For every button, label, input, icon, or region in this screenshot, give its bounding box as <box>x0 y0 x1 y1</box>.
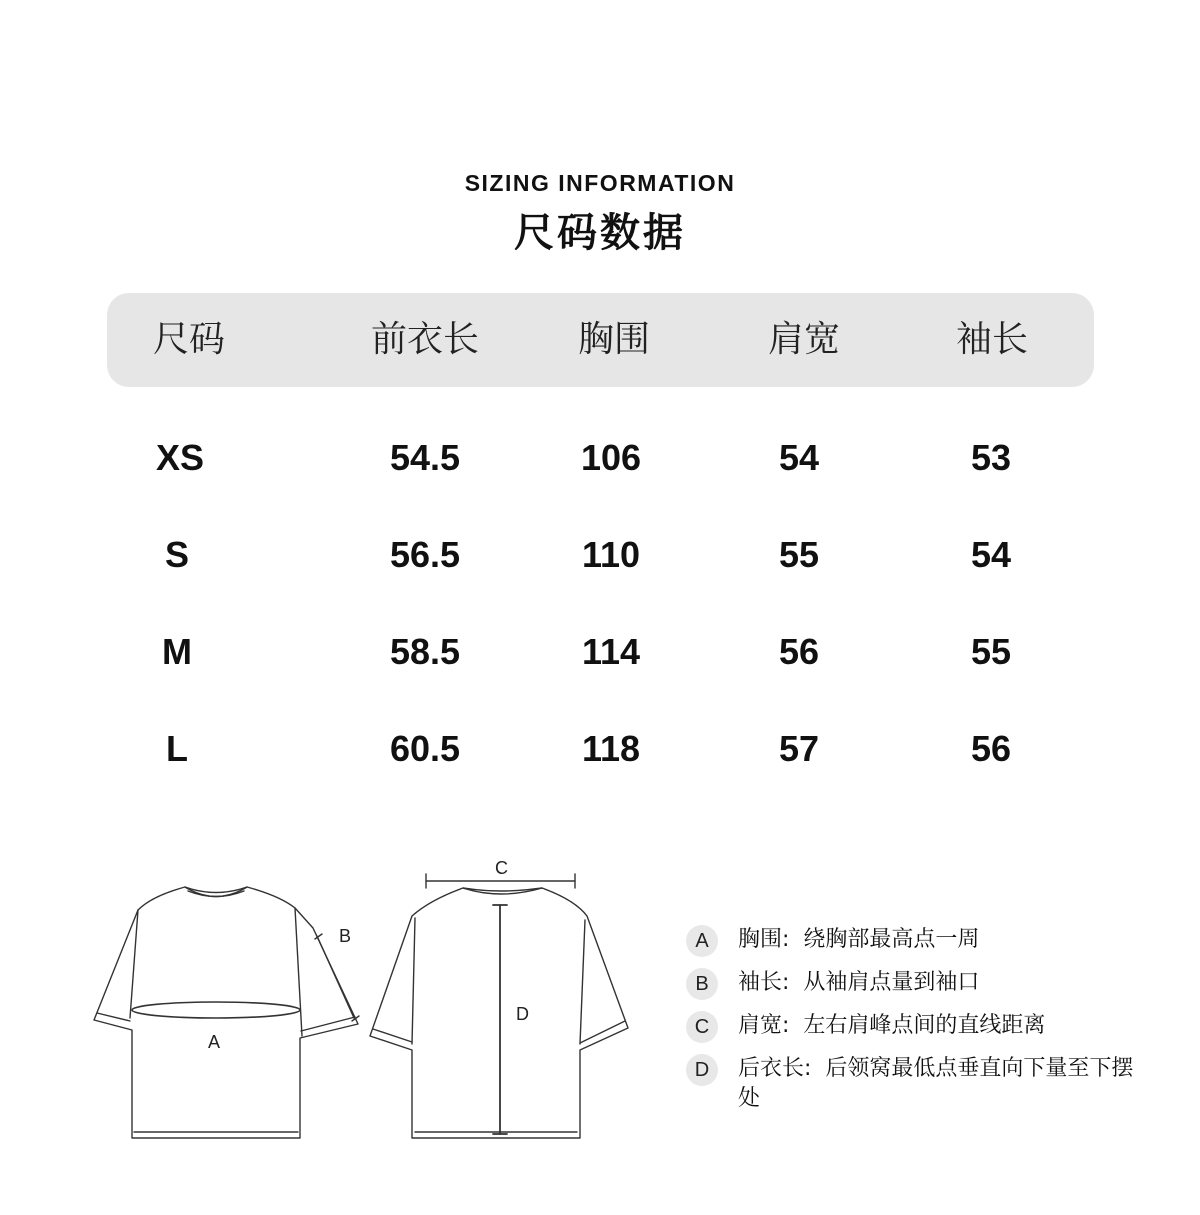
chest-cell: 118 <box>581 728 641 769</box>
legend-badge: B <box>686 968 718 1000</box>
title-english: SIZING INFORMATION <box>464 170 736 196</box>
header-shoulder: 肩宽 <box>767 319 841 360</box>
legend-description: 绕胸部最高点一周 <box>803 927 980 952</box>
legend-item-sleeve <box>686 968 1136 998</box>
legend-description: 左右肩峰点间的直线距离 <box>803 1013 1046 1038</box>
table-header <box>107 293 1094 387</box>
legend-label: 胸围: <box>738 927 790 952</box>
header-sleeve: 袖长 <box>955 319 1029 360</box>
chest-measure-ellipse <box>132 1002 300 1018</box>
header-front-length: 前衣长 <box>370 319 480 360</box>
shoulder-cell: 57 <box>778 728 820 769</box>
legend-item-back-length <box>686 1054 1136 1114</box>
shoulder-cell: 56 <box>778 631 820 672</box>
legend-item-chest <box>686 925 1136 955</box>
legend-description: 从袖肩点量到袖口 <box>803 970 980 995</box>
chest-cell: 114 <box>581 631 641 672</box>
header-chest: 胸围 <box>577 319 651 360</box>
sleeve-cell: 55 <box>970 631 1012 672</box>
tshirt-back-outline <box>370 888 628 1138</box>
title-chinese: 尺码数据 <box>514 210 686 256</box>
tshirt-front-outline <box>94 887 358 1138</box>
label-a: A <box>208 1032 221 1052</box>
sleeve-measure-line <box>317 936 354 1018</box>
legend-description: 后领窝最低点垂直向下量至下摆处 <box>738 1056 1134 1111</box>
chest-cell: 110 <box>581 534 641 575</box>
shoulder-cell: 55 <box>778 534 820 575</box>
sleeve-cell: 56 <box>970 728 1012 769</box>
header-size: 尺码 <box>152 319 226 360</box>
measurement-legend <box>686 925 1136 1127</box>
table-row <box>0 719 1200 779</box>
front-length-cell: 56.5 <box>389 534 461 575</box>
front-length-cell: 60.5 <box>389 728 461 769</box>
front-length-cell: 54.5 <box>389 437 461 478</box>
table-row <box>0 622 1200 682</box>
table-row <box>0 525 1200 585</box>
legend-badge: A <box>686 925 718 957</box>
sleeve-cell: 54 <box>970 534 1012 575</box>
size-cell: L <box>166 728 188 769</box>
legend-label: 袖长: <box>738 970 790 995</box>
size-cell: M <box>162 631 192 672</box>
tshirt-measurement-diagram <box>80 840 650 1160</box>
shoulder-cell: 54 <box>778 437 820 478</box>
legend-badge: C <box>686 1011 718 1043</box>
legend-badge: D <box>686 1054 718 1086</box>
front-length-cell: 58.5 <box>389 631 461 672</box>
chest-cell: 106 <box>580 437 642 478</box>
table-row <box>0 428 1200 488</box>
legend-label: 肩宽: <box>738 1013 790 1038</box>
size-cell: XS <box>155 437 205 478</box>
sleeve-cell: 53 <box>970 437 1012 478</box>
label-d: D <box>516 1004 529 1024</box>
legend-label: 后衣长: <box>738 1056 812 1081</box>
size-cell: S <box>164 534 190 575</box>
legend-item-shoulder <box>686 1011 1136 1041</box>
label-c: C <box>495 858 508 878</box>
label-b: B <box>339 926 352 946</box>
